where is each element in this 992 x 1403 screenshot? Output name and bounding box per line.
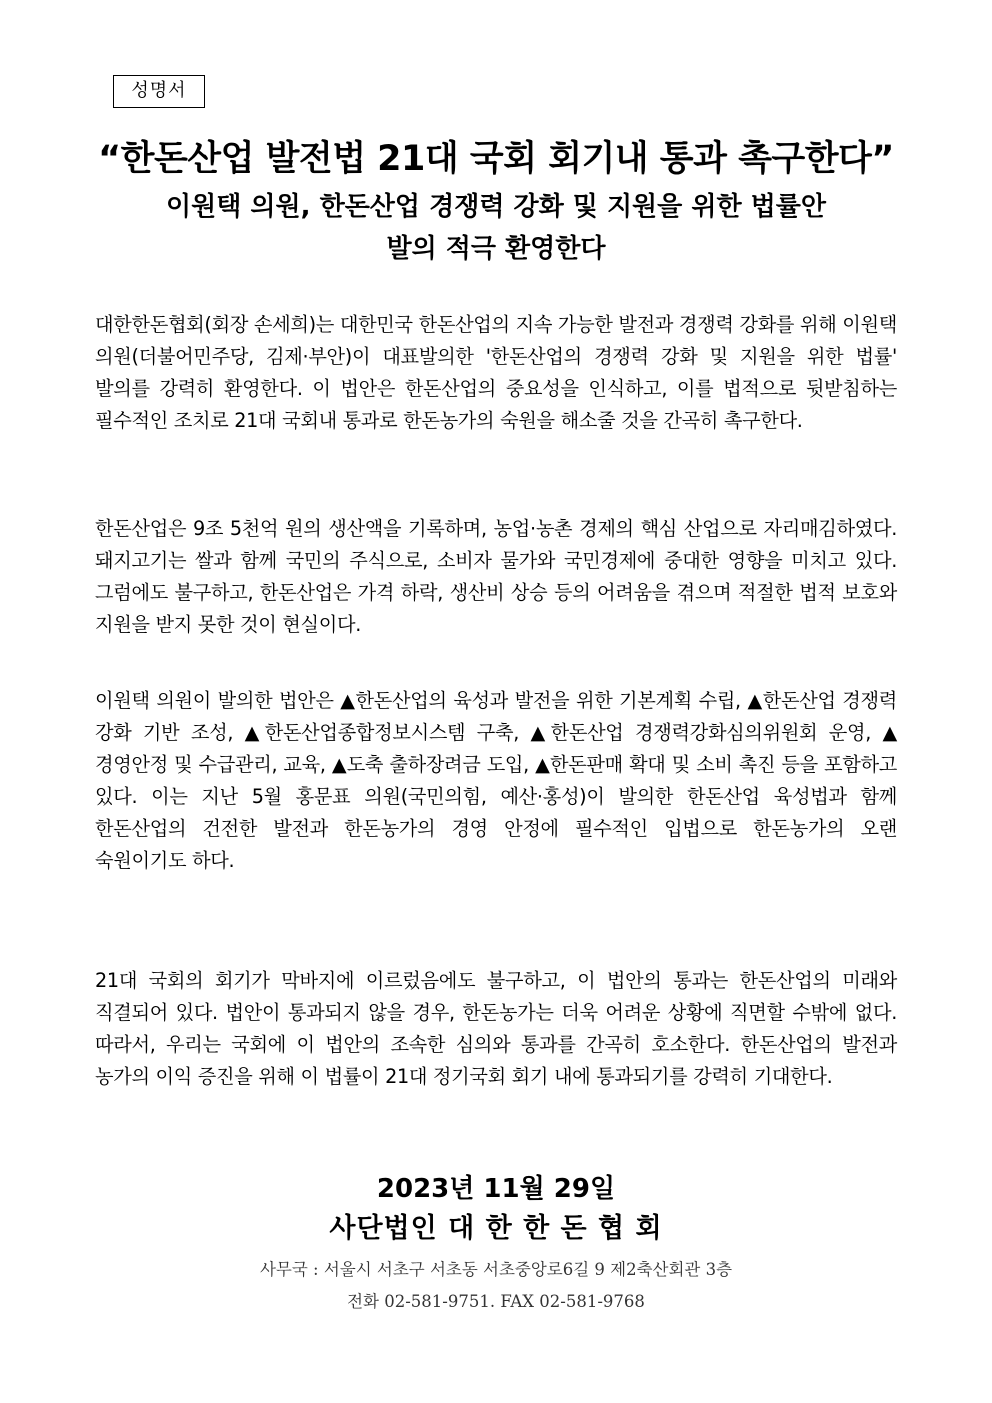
body-paragraph-4 <box>95 965 897 1093</box>
paragraph-text: 이원택 의원이 발의한 법안은 ▲한돈산업의 육성과 발전을 위한 기본계획 수립, ▲한돈산업 경쟁력 강화 기반 조성, ▲한돈산업종합정보시스템 구축, ▲한돈산업 경쟁력강화심의위원회 운영, ▲경영안정 및 수급관리, 교육, ▲도축 출하장려금 도입, ▲한돈판매 확대 및 소비 촉진 등을 포함하고 있다. 이는 지난 5월 홍문표 의원(국민의힘, 예산·홍성)이 발의한 한돈산업 육성법과 함께 한돈산업의 건전한 발전과 한돈농가의 경영 안정에 필수적인 입법으로 한돈농가의 오랜 숙원이기도 하다. <box>95 689 897 872</box>
paragraph-text: 21대 국회의 회기가 막바지에 이르렀음에도 불구하고, 이 법안의 통과는 한돈산업의 미래와 직결되어 있다. 법안이 통과되지 않을 경우, 한돈농가는 더욱 어려운 상황에 직면할 수밖에 없다. 따라서, 우리는 국회에 이 법안의 조속한 심의와 통과를 간곡히 호소한다. 한돈산업의 발전과 농가의 이익 증진을 위해 이 법률이 21대 정기국회 회기 내에 통과되기를 강력히 기대한다. <box>95 969 897 1088</box>
subheadline-line-2: 발의 적극 환영한다 <box>386 234 606 264</box>
subheadline-line-1: 이원택 의원, 한돈산업 경쟁력 강화 및 지원을 위한 법률안 <box>166 192 826 222</box>
office-address: 사무국 : 서울시 서초구 서초동 서초중앙로6길 9 제2축산회관 3층 <box>259 1260 733 1279</box>
issuing-organization: 사단법인 대 한 한 돈 협 회 <box>329 1213 663 1244</box>
contact-numbers: 전화 02-581-9751. FAX 02-581-9768 <box>347 1292 645 1311</box>
statement-date: 2023년 11월 29일 <box>376 1174 616 1204</box>
body-paragraph-2 <box>95 513 897 641</box>
document-type-label: 성명서 <box>113 75 205 108</box>
body-paragraph-1 <box>95 309 897 437</box>
headline: “한돈산업 발전법 21대 국회 회기내 통과 촉구한다” <box>98 139 894 179</box>
paragraph-text: 한돈산업은 9조 5천억 원의 생산액을 기록하며, 농업·농촌 경제의 핵심 산업으로 자리매김하였다. 돼지고기는 쌀과 함께 국민의 주식으로, 소비자 물가와 국민경제에 중대한 영향을 미치고 있다. 그럼에도 불구하고, 한돈산업은 가격 하락, 생산비 상승 등의 어려움을 겪으며 적절한 법적 보호와 지원을 받지 못한 것이 현실이다. <box>95 517 897 636</box>
body-paragraph-3 <box>95 685 897 877</box>
paragraph-text: 대한한돈협회(회장 손세희)는 대한민국 한돈산업의 지속 가능한 발전과 경쟁력 강화를 위해 이원택 의원(더불어민주당, 김제·부안)이 대표발의한 '한돈산업의 경쟁력 강화 및 지원을 위한 법률' 발의를 강력히 환영한다. 이 법안은 한돈산업의 중요성을 인식하고, 이를 법적으로 뒷받침하는 필수적인 조치로 21대 국회내 통과로 한돈농가의 숙원을 해소줄 것을 간곡히 촉구한다. <box>95 313 897 432</box>
